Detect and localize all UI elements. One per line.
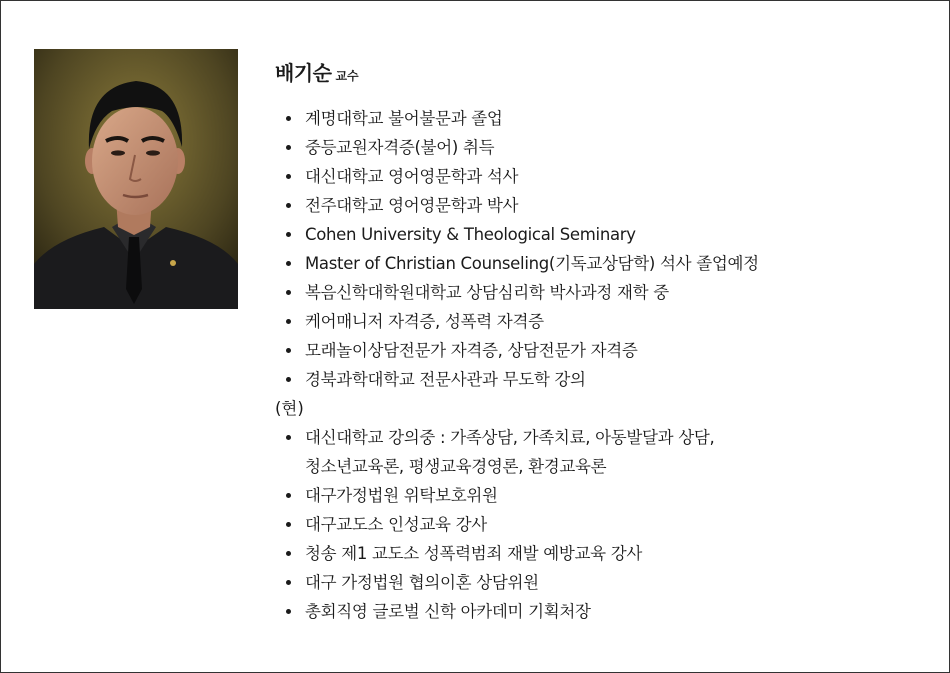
profile-content	[275, 57, 925, 626]
list-item	[275, 423, 925, 481]
current-label: (현)	[275, 399, 304, 418]
list-item: 중등교원자격증(불어) 취득	[275, 133, 925, 162]
list-item: 대구 가정법원 협의이혼 상담위원	[275, 568, 925, 597]
list-item: 경북과학대학교 전문사관과 무도학 강의	[275, 365, 925, 394]
list-item: 전주대학교 영어영문학과 박사	[275, 191, 925, 220]
list-item: 대구가정법원 위탁보호위원	[275, 481, 925, 510]
list-item: 계명대학교 불어불문과 졸업	[275, 104, 925, 133]
list-item: 모래놀이상담전문가 자격증, 상담전문가 자격증	[275, 336, 925, 365]
education-list	[275, 104, 925, 394]
list-item: 대구교도소 인성교육 강사	[275, 510, 925, 539]
current-list	[275, 423, 925, 626]
professor-name: 배기순	[275, 61, 332, 85]
list-item: 청송 제1 교도소 성폭력범죄 재발 예방교육 강사	[275, 539, 925, 568]
professor-title: 교수	[335, 69, 359, 83]
list-item: Cohen University & Theological Seminary	[275, 220, 925, 249]
list-item: 총회직영 글로벌 신학 아카데미 기획처장	[275, 597, 925, 626]
list-item: 케어매니저 자격증, 성폭력 자격증	[275, 307, 925, 336]
list-item: 대신대학교 영어영문학과 석사	[275, 162, 925, 191]
profile-photo	[34, 49, 238, 309]
name-row	[275, 57, 925, 86]
list-item-line: 대신대학교 강의중 : 가족상담, 가족치료, 아동발달과 상담,	[305, 428, 715, 447]
list-item: 복음신학대학원대학교 상담심리학 박사과정 재학 중	[275, 278, 925, 307]
list-item: Master of Christian Counseling(기독교상담학) 석사 졸업예정	[275, 249, 925, 278]
list-item-line: 청소년교육론, 평생교육경영론, 환경교육론	[305, 457, 607, 476]
